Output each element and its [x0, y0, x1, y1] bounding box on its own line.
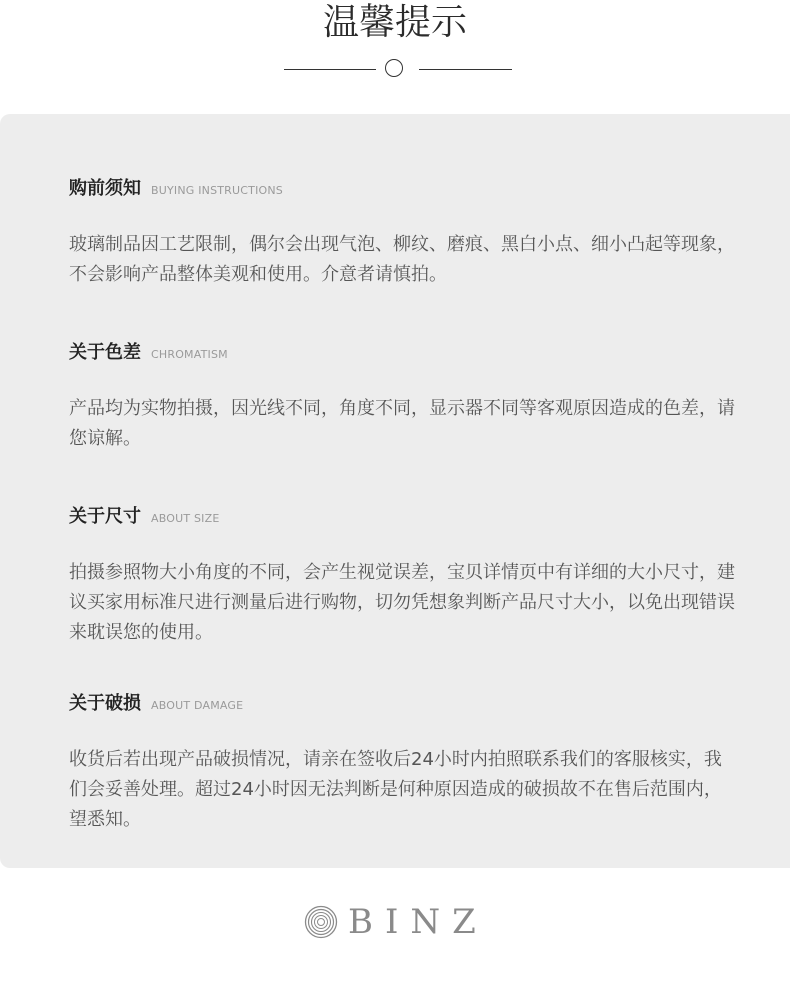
divider-line-right: [419, 69, 512, 70]
section-heading-about-damage: [69, 689, 243, 715]
section-title-en: ABOUT DAMAGE: [151, 699, 244, 712]
section-title-en: CHROMATISM: [151, 348, 228, 361]
concentric-circles-logo-icon: [304, 905, 338, 939]
notice-panel: [0, 114, 790, 868]
section-body-buying-instructions: 玻璃制品因工艺限制，偶尔会出现气泡、柳纹、磨痕、黑白小点、细小凸起等现象，不会影响产品整体美观和使用。介意者请慎拍。: [69, 234, 735, 285]
section-title-zh: 关于破损: [69, 693, 141, 714]
section-body-about-size: 拍摄参照物大小角度的不同，会产生视觉误差，宝贝详情页中有详细的大小尺寸，建议买家用标准尺进行测量后进行购物，切勿凭想象判断产品尺寸大小，以免出现错误来耽误您的使用。: [69, 562, 735, 643]
section-title-zh: 购前须知: [69, 178, 141, 199]
section-heading-buying-instructions: [69, 174, 283, 200]
page-title: 温馨提示: [322, 2, 467, 43]
section-title-zh: 关于色差: [69, 342, 141, 363]
section-title-en: ABOUT SIZE: [151, 512, 220, 525]
section-title-zh: 关于尺寸: [69, 506, 141, 527]
brand-name: BINZ: [348, 902, 488, 942]
section-body-chromatism: 产品均为实物拍摄，因光线不同，角度不同，显示器不同等客观原因造成的色差，请您谅解。: [69, 398, 735, 449]
brand-logo: [304, 904, 488, 940]
section-heading-about-size: [69, 502, 220, 528]
divider-line-left: [284, 69, 376, 70]
section-heading-chromatism: [69, 338, 228, 364]
divider-circle-icon: [385, 59, 403, 77]
title-divider: [0, 58, 790, 82]
section-body-about-damage: 收货后若出现产品破损情况，请亲在签收后24小时内拍照联系我们的客服核实，我们会妥善处理。超过24小时因无法判断是何种原因造成的破损故不在售后范围内，望悉知。: [69, 749, 722, 830]
section-title-en: BUYING INSTRUCTIONS: [151, 184, 283, 197]
